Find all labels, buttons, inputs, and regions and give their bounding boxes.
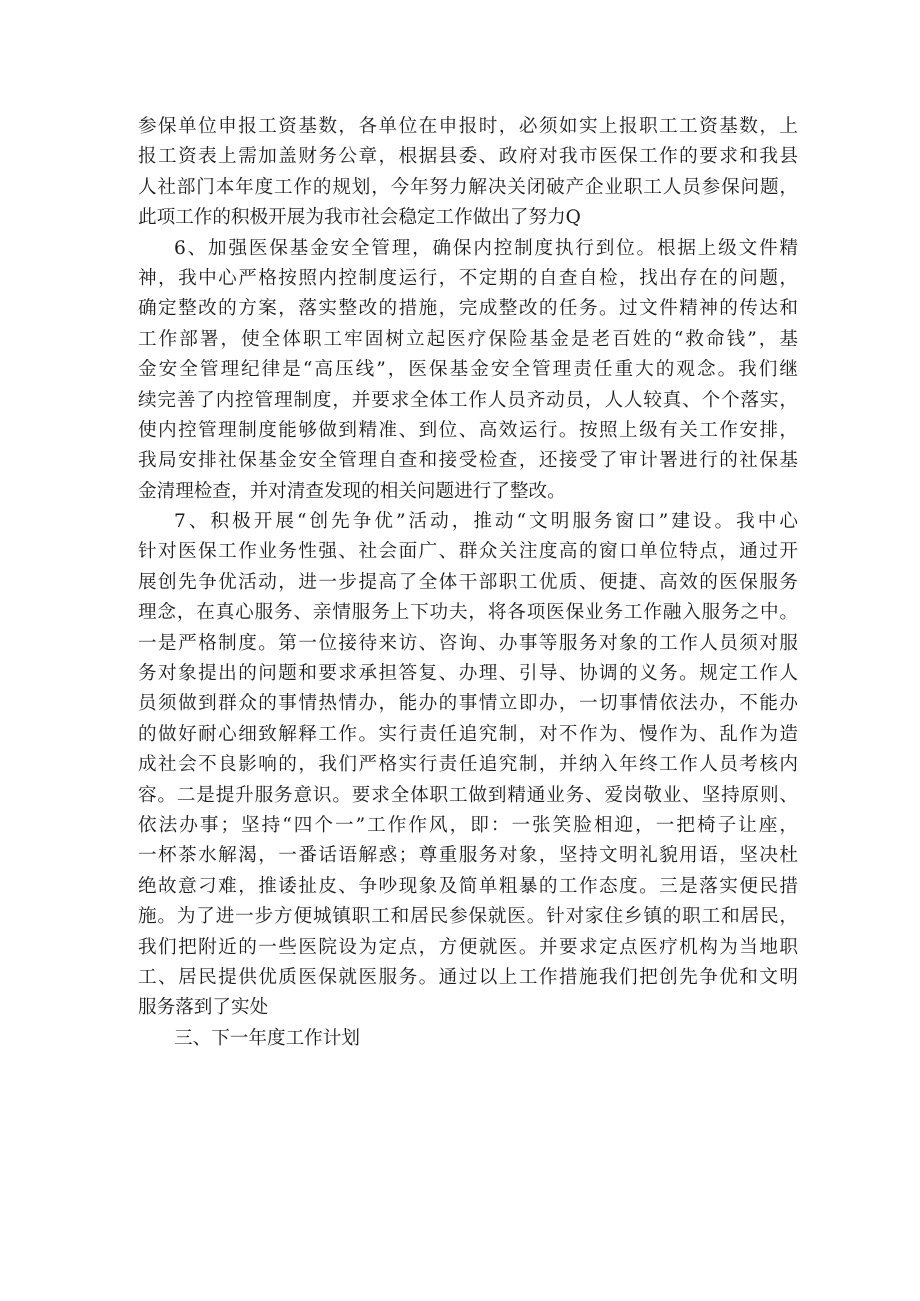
text-line: 务对象提出的问题和要求承担答复、办理、引导、协调的义务。规定工作人: [138, 663, 798, 685]
text-line: 员须做到群众的事情热情办，能办的事情立即办，一切事情依法办，不能办: [138, 693, 798, 715]
text-line: 服务落到了实处: [138, 997, 269, 1019]
text-line: 报工资表上需加盖财务公章，根据县委、政府对我市医保工作的要求和我县: [138, 146, 798, 168]
text-line: 容。二是提升服务意识。要求全体职工做到精通业务、爱岗敬业、坚持原则、: [138, 784, 798, 806]
text-line: 人社部门本年度工作的规划，今年努力解决关闭破产企业职工人员参保问题，: [138, 176, 798, 198]
text-line: 我们把附近的一些医院设为定点，方便就医。并要求定点医疗机构为当地职: [138, 936, 798, 958]
text-line: 绝故意刁难，推诿扯皮、争吵现象及简单粗暴的工作态度。三是落实便民措: [138, 875, 798, 897]
text-line: 此项工作的积极开展为我市社会稳定工作做出了努力Q: [138, 207, 581, 229]
text-line: 工、居民提供优质医保就医服务。通过以上工作措施我们把创先争优和文明: [138, 966, 798, 988]
text-line: 展创先争优活动，进一步提高了全体干部职工优质、便捷、高效的医保服务: [138, 571, 798, 593]
text-line: 神，我中心严格按照内控制度运行，不定期的自查自检，找出存在的问题，: [138, 267, 798, 289]
text-line: 参保单位申报工资基数，各单位在申报时，必须如实上报职工工资基数，上: [138, 116, 798, 137]
text-line: 针对医保工作业务性强、社会面广、群众关注度高的窗口单位特点，通过开: [138, 541, 798, 563]
text-line: 7、积极开展“创先争优”活动，推动“文明服务窗口”建设。我中心: [174, 511, 798, 533]
text-line: 工作部署，使全体职工牢固树立起医疗保险基金是老百姓的“救命钱”，基: [138, 328, 798, 350]
text-line: 施。为了进一步方便城镇职工和居民参保就医。针对家住乡镇的职工和居民，: [138, 906, 798, 928]
text-line: 依法办事；坚持“四个一”工作作风，即：一张笑脸相迎，一把椅子让座，: [138, 814, 798, 836]
text-line: 理念，在真心服务、亲情服务上下功夫，将各项医保业务工作融入服务之中。: [138, 602, 798, 624]
text-line: 金清理检查，并对清查发现的相关问题进行了整改。: [138, 480, 566, 502]
text-line: 我局安排社保基金安全管理自查和接受检查，还接受了审计署进行的社保基: [138, 450, 798, 472]
text-line: 确定整改的方案，落实整改的措施，完成整改的任务。过文件精神的传达和: [138, 298, 798, 320]
text-line: 三、下一年度工作计划: [174, 1027, 360, 1049]
text-line: 续完善了内控管理制度，并要求全体工作人员齐动员，人人较真、个个落实，: [138, 389, 798, 411]
text-line: 使内控管理制度能够做到精准、到位、高效运行。按照上级有关工作安排，: [138, 419, 798, 441]
text-line: 一是严格制度。第一位接待来访、咨询、办事等服务对象的工作人员须对服: [138, 632, 798, 654]
text-line: 成社会不良影响的，我们严格实行责任追究制，并纳入年终工作人员考核内: [138, 754, 798, 776]
text-line: 一杯茶水解渴，一番话语解惑；尊重服务对象，坚持文明礼貌用语，坚决杜: [138, 845, 798, 867]
text-line: 金安全管理纪律是“高压线”，医保基金安全管理责任重大的观念。我们继: [138, 359, 798, 381]
text-line: 6、加强医保基金安全管理，确保内控制度执行到位。根据上级文件精: [174, 237, 798, 259]
document-body: [138, 112, 798, 1054]
text-line: 的做好耐心细致解释工作。实行责任追究制，对不作为、慢作为、乱作为造: [138, 723, 798, 745]
